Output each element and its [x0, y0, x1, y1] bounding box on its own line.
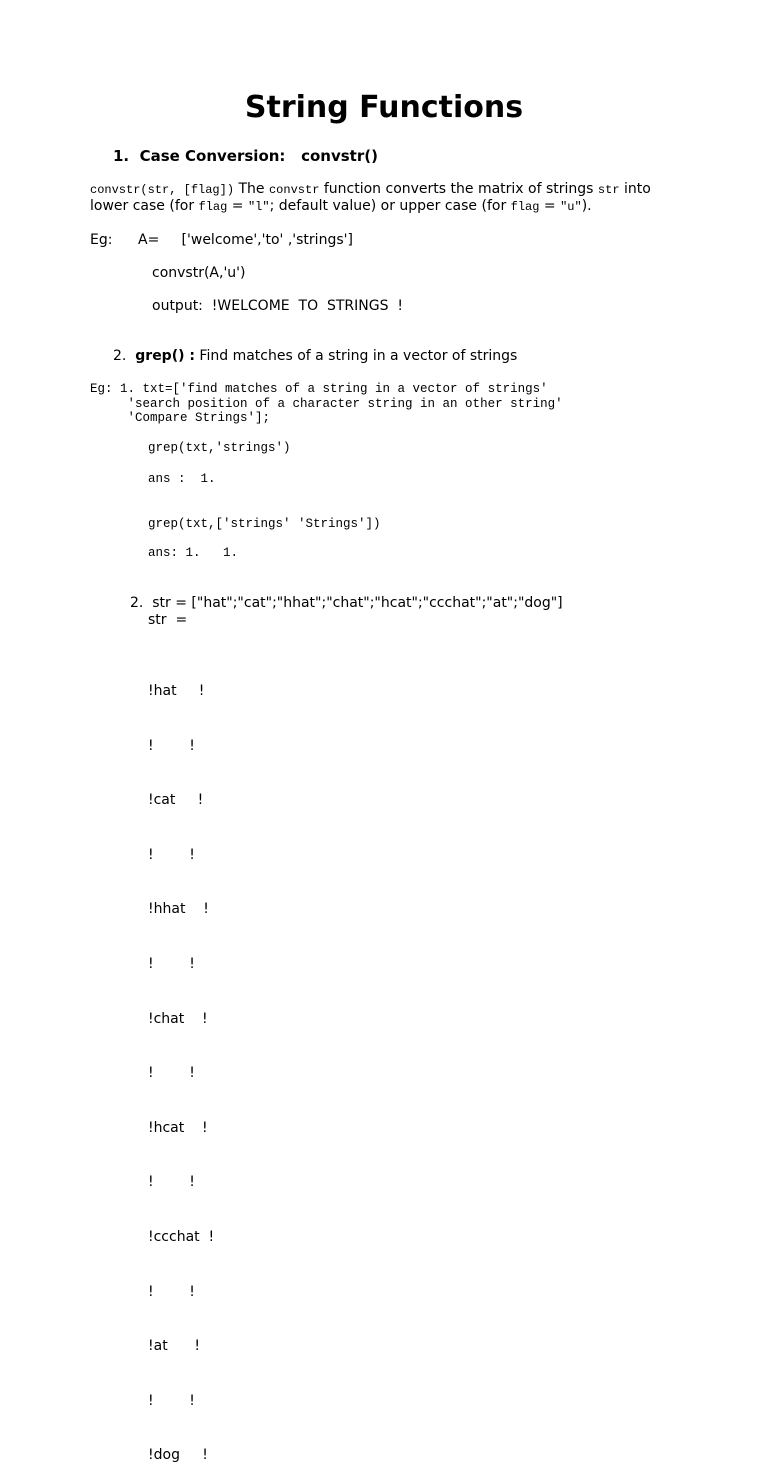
matrix-row: ! !	[148, 1392, 195, 1409]
matrix-row: !cat !	[148, 792, 204, 809]
code-convstr: convstr	[268, 183, 320, 197]
matrix-row: ! !	[148, 737, 195, 754]
matrix-row: !dog !	[148, 1447, 208, 1464]
matrix-row: !hcat !	[148, 1119, 208, 1136]
str-output-matrix	[148, 645, 214, 1483]
section-2-heading	[113, 348, 517, 364]
grep-call-2: grep(txt,['strings' 'Strings'])	[148, 517, 381, 531]
example-assignment: A= ['welcome','to' ,'strings']	[138, 232, 353, 248]
code-l: "l"	[247, 200, 270, 214]
matrix-row: ! !	[148, 846, 195, 863]
code-str: str	[597, 183, 620, 197]
page-title: String Functions	[244, 90, 524, 125]
desc-text: The	[234, 181, 269, 197]
desc-text: ; default value) or upper case (for	[269, 198, 511, 214]
section-1-heading: 1. Case Conversion: convstr()	[113, 147, 378, 165]
str-assignment: 2. str = ["hat";"cat";"hhat";"chat";"hcat";"ccchat";"at";"dog"]	[130, 595, 563, 611]
grep-answer-2: ans: 1. 1.	[148, 546, 239, 560]
code-u: "u"	[560, 200, 582, 214]
convstr-description-line1	[90, 181, 651, 197]
desc-text: =	[539, 198, 561, 214]
matrix-row: ! !	[148, 955, 195, 972]
grep-call-1: grep(txt,'strings')	[148, 441, 291, 455]
grep-answer-1: ans : 1.	[148, 472, 216, 486]
code-flag: flag	[198, 200, 228, 214]
desc-text: into	[619, 181, 651, 197]
example-call: convstr(A,'u')	[152, 265, 246, 281]
desc-text: lower case (for	[90, 198, 199, 214]
grep-code-line-3: 'Compare Strings'];	[90, 411, 271, 425]
matrix-row: !hat !	[148, 683, 205, 699]
grep-function-name: grep() :	[135, 348, 195, 364]
desc-text: =	[227, 198, 248, 214]
matrix-row: !chat !	[148, 1010, 208, 1027]
grep-description: Find matches of a string in a vector of strings	[194, 348, 518, 364]
example-output: output: !WELCOME TO STRINGS !	[152, 298, 404, 314]
grep-code-line-2: 'search position of a character string in an other string'	[90, 397, 563, 411]
code-flag: flag	[510, 200, 540, 214]
grep-code-line-1: Eg: 1. txt=['find matches of a string in a vector of strings'	[90, 382, 548, 396]
section-number: 2.	[113, 348, 127, 364]
matrix-row: ! !	[148, 1174, 195, 1191]
desc-text: function converts the matrix of strings	[319, 181, 598, 197]
matrix-row: ! !	[148, 1283, 195, 1300]
convstr-description-line2	[90, 198, 592, 214]
matrix-row: ! !	[148, 1065, 195, 1082]
matrix-row: !hhat !	[148, 901, 209, 918]
matrix-row: !at !	[148, 1338, 200, 1355]
desc-text: ).	[581, 198, 592, 214]
str-output-label: str =	[148, 612, 188, 628]
convstr-signature: convstr(str, [flag])	[90, 183, 235, 197]
example-label: Eg:	[90, 232, 113, 248]
matrix-row: !ccchat !	[148, 1228, 215, 1245]
